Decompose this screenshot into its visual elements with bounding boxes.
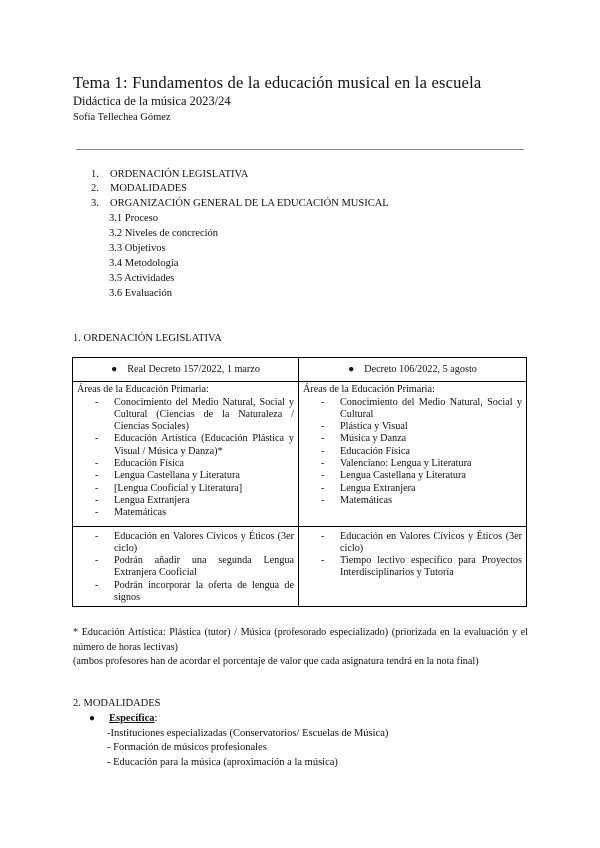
toc-item-label: ORDENACIÓN LEGISLATIVA xyxy=(110,169,249,180)
table-cell xyxy=(299,526,527,607)
toc-subitem: 3.1 Proceso xyxy=(109,213,158,224)
list-item-text: Lengua Castellana y Literatura xyxy=(114,470,240,482)
toc-item-number: 3. xyxy=(91,198,99,209)
list-item xyxy=(77,483,294,495)
header-label-decreto: Decreto 106/2022, 5 agosto xyxy=(364,364,477,375)
list-item-text: Tiempo lectivo específico para Proyectos Interdisciplinarios y Tutoría xyxy=(340,555,522,579)
dash-marker: - xyxy=(321,396,325,408)
dash-marker: - xyxy=(321,470,325,482)
toc-subitem: 3.3 Objetivos xyxy=(109,243,166,254)
table-cell xyxy=(299,382,527,526)
table-header-cell xyxy=(73,358,299,382)
list-item xyxy=(303,397,522,422)
list-item-text: [Lengua Cooficial y Literatura] xyxy=(114,482,243,494)
document-title: Tema 1: Fundamentos de la educación musical en la escuela xyxy=(73,73,482,92)
toc-subitem: 3.2 Niveles de concreción xyxy=(109,228,219,239)
dash-marker: - xyxy=(95,482,99,494)
list-item-text: Lengua Castellana y Literatura xyxy=(340,470,466,482)
modalidad-detail: - Formación de músicos profesionales xyxy=(107,742,267,753)
list-item xyxy=(303,531,522,556)
list-item xyxy=(77,470,294,482)
table-cell xyxy=(73,526,299,607)
dash-marker: - xyxy=(95,458,99,470)
bullet-icon: ● xyxy=(111,364,118,375)
header-label-real-decreto: Real Decreto 157/2022, 1 marzo xyxy=(127,364,260,375)
list-item-text: Lengua Extranjera xyxy=(114,494,190,506)
list-item xyxy=(77,433,294,458)
dash-marker: - xyxy=(95,470,99,482)
list-item xyxy=(77,531,294,556)
list-item xyxy=(303,433,522,445)
section-heading-modalidades: 2. MODALIDADES xyxy=(73,698,161,709)
table-row xyxy=(73,382,527,526)
list-item xyxy=(303,495,522,507)
bullet-icon: ● xyxy=(89,713,96,724)
table-header-cell xyxy=(299,358,527,382)
list-item-text: Educación Física xyxy=(114,458,184,470)
toc-item-number: 2. xyxy=(91,183,99,194)
dash-marker: - xyxy=(321,421,325,433)
list-item-text: Conocimiento del Medio Natural, Social y Cultural (Ciencias de la Naturaleza / Ciencias Sociales) xyxy=(114,396,294,433)
list-item xyxy=(77,580,294,605)
areas-title: Áreas de la Educación Primaria: xyxy=(77,384,209,396)
list-item xyxy=(303,555,522,580)
list-item xyxy=(303,421,522,433)
modalidad-colon: : xyxy=(154,713,158,724)
dash-marker: - xyxy=(321,458,325,470)
list-item xyxy=(77,397,294,434)
bullet-icon: ● xyxy=(348,364,355,375)
list-item-text: Podrán añadir una segunda Lengua Extranjera Cooficial xyxy=(114,555,294,579)
list-item-text: Podrán incorporar la oferta de lengua de signos xyxy=(114,579,294,604)
list-item-text: Valenciano: Lengua y Literatura xyxy=(340,458,472,470)
list-item xyxy=(303,446,522,458)
toc-subitem: 3.6 Evaluación xyxy=(109,288,172,299)
modalidad-label: Específica xyxy=(109,713,155,724)
areas-title: Áreas de la Educación Primaria: xyxy=(303,384,435,396)
extra-list-left xyxy=(77,531,294,605)
list-item-text: Educación Artística (Educación Plástica y Visual / Música y Danza)* xyxy=(114,433,294,457)
horizontal-divider xyxy=(76,149,524,150)
list-item-text: Educación en Valores Cívicos y Éticos (3er ciclo) xyxy=(114,530,294,554)
list-item-text: Conocimiento del Medio Natural, Social y Cultural xyxy=(340,396,522,420)
dash-marker: - xyxy=(321,482,325,494)
toc-item-label: MODALIDADES xyxy=(110,183,187,194)
document-subtitle: Didáctica de la música 2023/24 xyxy=(73,94,231,108)
list-item xyxy=(77,507,294,519)
dash-marker: - xyxy=(321,494,325,506)
toc-subitem: 3.4 Metodología xyxy=(109,258,179,269)
dash-marker: - xyxy=(321,555,325,567)
dash-marker: - xyxy=(321,530,325,542)
list-item xyxy=(77,495,294,507)
legislation-table xyxy=(72,357,527,607)
list-item xyxy=(303,470,522,482)
dash-marker: - xyxy=(95,433,99,445)
toc-subitem: 3.5 Actividades xyxy=(109,273,175,284)
document-author: Sofía Tellechea Gómez xyxy=(73,112,171,123)
list-item-text: Lengua Extranjera xyxy=(340,482,416,494)
list-item xyxy=(303,458,522,470)
list-item-text: Música y Danza xyxy=(340,433,407,445)
dash-marker: - xyxy=(321,445,325,457)
areas-list-left xyxy=(77,397,294,520)
toc-item-label: ORGANIZACIÓN GENERAL DE LA EDUCACIÓN MUSICAL xyxy=(110,198,389,209)
dash-marker: - xyxy=(95,396,99,408)
table-row xyxy=(73,526,527,607)
list-item-text: Educación Física xyxy=(340,445,410,457)
modalidad-detail: -Instituciones especializadas (Conservatorios/ Escuelas de Música) xyxy=(107,728,389,739)
section-heading-ordenacion: 1. ORDENACIÓN LEGISLATIVA xyxy=(73,333,222,344)
list-item xyxy=(303,483,522,495)
list-item-text: Matemáticas xyxy=(340,494,393,506)
toc-item-number: 1. xyxy=(91,169,99,180)
dash-marker: - xyxy=(95,555,99,567)
list-item-text: Educación en Valores Cívicos y Éticos (3er ciclo) xyxy=(340,530,522,554)
dash-marker: - xyxy=(95,507,99,519)
list-item xyxy=(77,458,294,470)
modalidad-detail: - Educación para la música (aproximación a la música) xyxy=(107,757,338,768)
list-item-text: Matemáticas xyxy=(114,507,167,519)
modalidad-item xyxy=(109,713,157,724)
areas-list-right xyxy=(303,397,522,508)
footnote-artistica: * Educación Artística: Plástica (tutor) / Música (profesorado especializado) (priorizada en la evaluación y el número de horas lectivas) xyxy=(73,627,528,653)
list-item-text: Plástica y Visual xyxy=(340,421,408,433)
extra-list-right xyxy=(303,531,522,580)
table-header-row xyxy=(73,358,527,382)
list-item xyxy=(77,555,294,580)
footnote-profesores: (ambos profesores han de acordar el porcentaje de valor que cada asignatura tendrá en la nota final) xyxy=(73,656,479,667)
dash-marker: - xyxy=(95,579,99,591)
table-cell xyxy=(73,382,299,526)
dash-marker: - xyxy=(95,530,99,542)
dash-marker: - xyxy=(321,433,325,445)
dash-marker: - xyxy=(95,494,99,506)
